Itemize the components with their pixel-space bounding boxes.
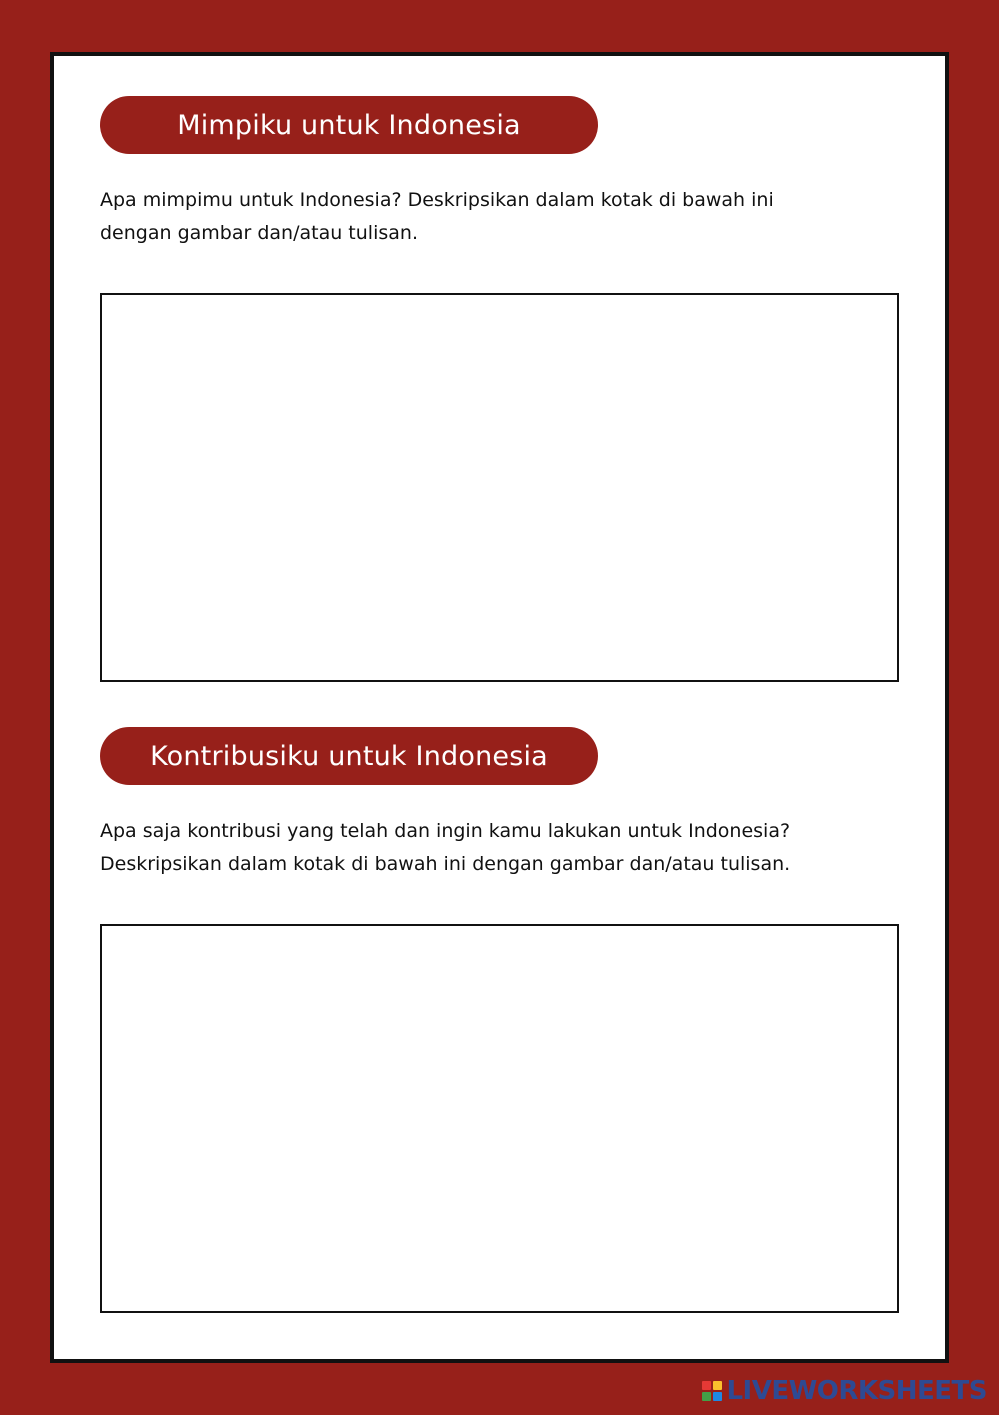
dream-prompt-line-1: Apa mimpimu untuk Indonesia? Deskripsikan dalam kotak di bawah ini (100, 189, 774, 211)
section-heading-dream (100, 96, 598, 154)
logo-square-3 (702, 1392, 711, 1401)
contribution-prompt-line-1: Apa saja kontribusi yang telah dan ingin kamu lakukan untuk Indonesia? (100, 820, 791, 842)
liveworksheets-logo-icon (702, 1381, 722, 1401)
dream-answer-box[interactable] (100, 293, 899, 682)
worksheet-page (50, 52, 949, 1363)
logo-square-2 (713, 1381, 722, 1390)
contribution-prompt-line-2: Deskripsikan dalam kotak di bawah ini dengan gambar dan/atau tulisan. (100, 853, 791, 875)
dream-prompt (100, 184, 860, 250)
logo-square-1 (702, 1381, 711, 1390)
liveworksheets-watermark (702, 1377, 987, 1405)
dream-prompt-line-2: dengan gambar dan/atau tulisan. (100, 222, 418, 244)
section-heading-contribution-text: Kontribusiku untuk Indonesia (150, 740, 548, 772)
section-heading-dream-text: Mimpiku untuk Indonesia (177, 109, 521, 141)
contribution-answer-box[interactable] (100, 924, 899, 1313)
contribution-prompt (100, 815, 860, 881)
logo-square-4 (713, 1392, 722, 1401)
section-heading-contribution (100, 727, 598, 785)
liveworksheets-wordmark: LIVEWORKSHEETS (726, 1376, 987, 1406)
